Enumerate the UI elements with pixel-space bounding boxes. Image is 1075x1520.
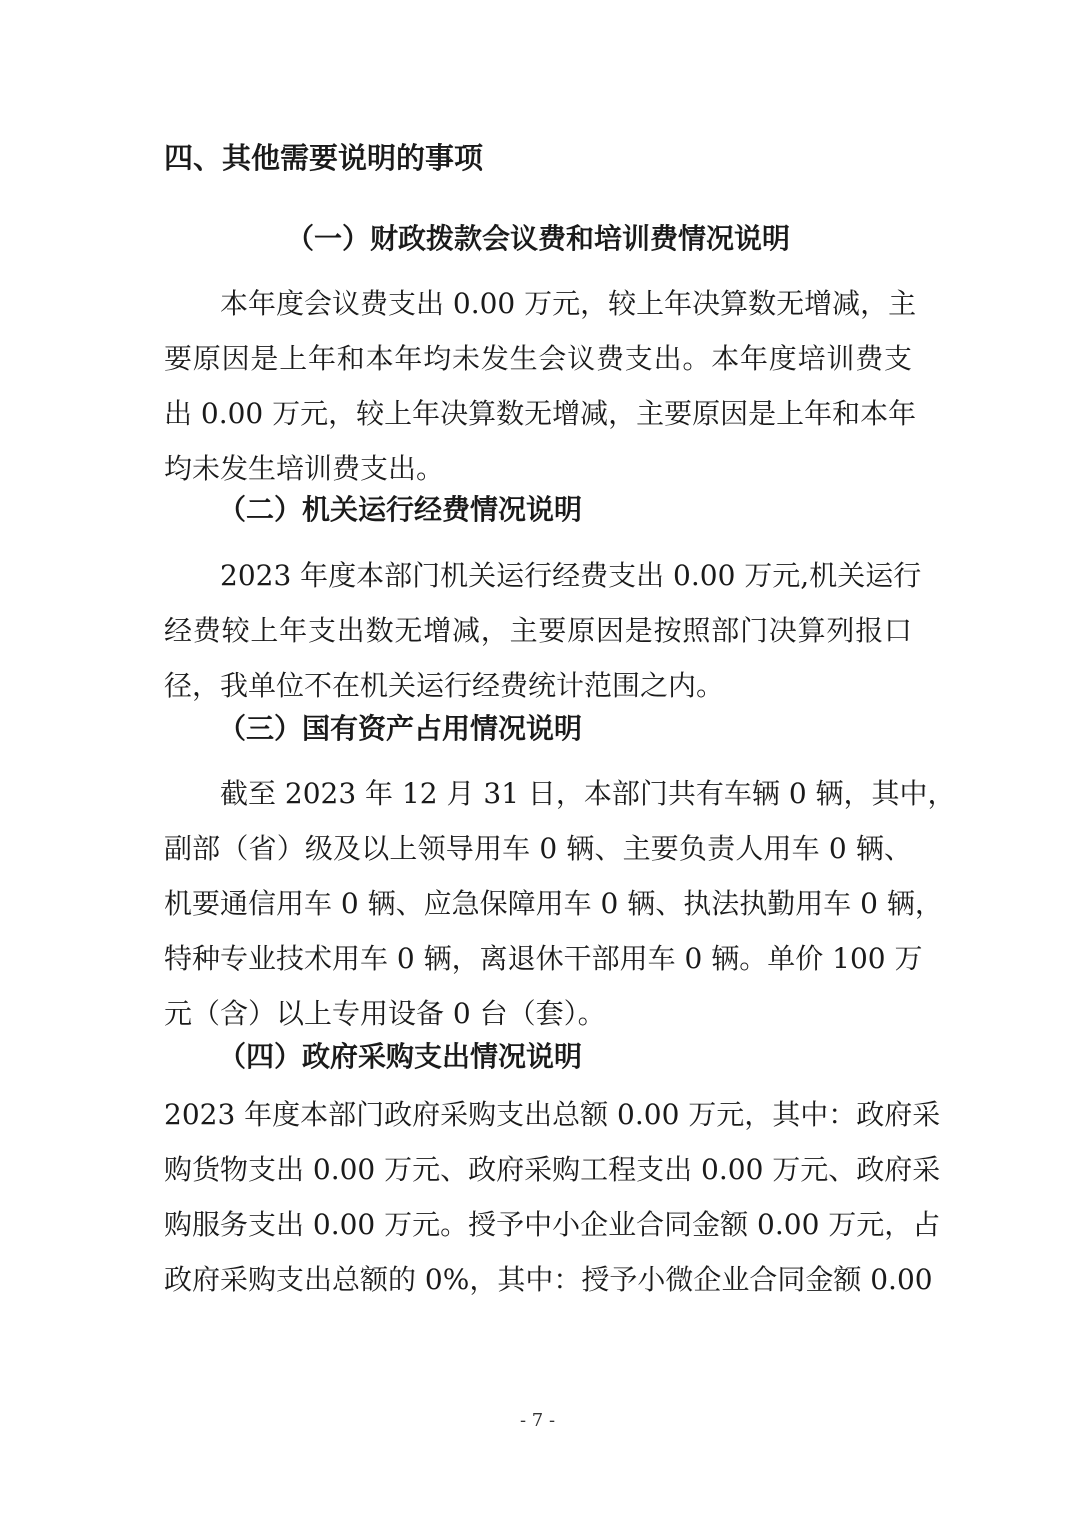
text-line: 2023 年度本部门机关运行经费支出 0.00 万元,机关运行 [220,559,922,592]
subheading-meeting-training-fees: （一）财政拨款会议费和培训费情况说明 [286,222,791,255]
text-line: 经费较上年支出数无增减，主要原因是按照部门决算列报口 [164,614,912,647]
text-line: 元（含）以上专用设备 0 台（套）。 [164,997,606,1030]
paragraph-meeting-training-fees [164,276,917,496]
text-line: 要原因是上年和本年均未发生会议费支出。本年度培训费支 [164,342,912,375]
subheading-government-procurement: （四）政府采购支出情况说明 [218,1040,583,1073]
text-line: 均未发生培训费支出。 [164,452,445,485]
text-line: 径，我单位不在机关运行经费统计范围之内。 [164,669,725,702]
paragraph-operating-expenses [164,548,922,713]
text-line: 2023 年度本部门政府采购支出总额 0.00 万元，其中：政府采 [164,1098,941,1131]
text-line: 机要通信用车 0 辆、应急保障用车 0 辆、执法执勤用车 0 辆， [164,887,943,920]
text-line: 特种专业技术用车 0 辆，离退休干部用车 0 辆。单价 100 万 [164,942,923,975]
subheading-operating-expenses: （二）机关运行经费情况说明 [218,493,583,526]
text-line: 截至 2023 年 12 月 31 日，本部门共有车辆 0 辆，其中， [220,777,956,810]
text-line: 副部（省）级及以上领导用车 0 辆、主要负责人用车 0 辆、 [164,832,912,865]
text-line: 本年度会议费支出 0.00 万元，较上年决算数无增减，主 [220,287,917,320]
paragraph-state-assets [164,766,956,1041]
page-number: - 7 - [519,1410,556,1431]
section-heading-other-matters: 四、其他需要说明的事项 [164,141,484,175]
text-line: 购服务支出 0.00 万元。授予中小企业合同金额 0.00 万元，占 [164,1208,941,1241]
text-line: 出 0.00 万元，较上年决算数无增减，主要原因是上年和本年 [164,397,917,430]
text-line: 购货物支出 0.00 万元、政府采购工程支出 0.00 万元、政府采 [164,1153,941,1186]
text-line: 政府采购支出总额的 0%，其中：授予小微企业合同金额 0.00 [164,1263,933,1296]
subheading-state-assets: （三）国有资产占用情况说明 [218,712,583,745]
paragraph-government-procurement [164,1087,941,1307]
